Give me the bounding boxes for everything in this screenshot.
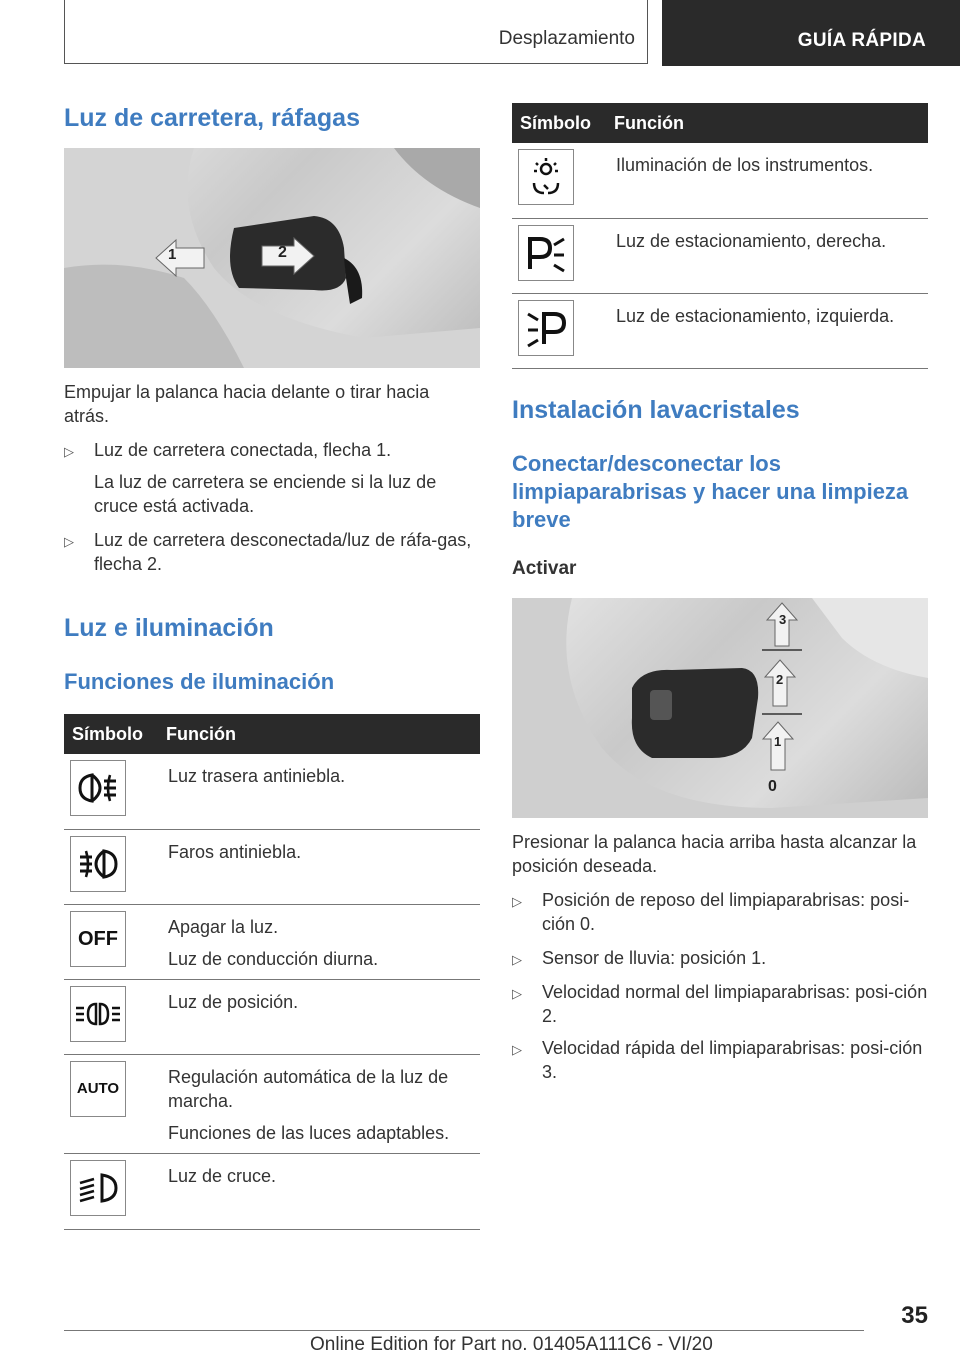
highbeam-bullet-1-detail: La luz de carretera se enciende si la luz de cruce está activada. — [94, 472, 437, 516]
parking-light-left-icon — [518, 300, 574, 356]
table-header-function: Función — [606, 103, 928, 143]
figure-label-position-3: 3 — [779, 612, 787, 627]
bullet-triangle-icon: ▷ — [512, 986, 522, 1001]
front-fog-light-icon — [70, 836, 126, 892]
bullet-triangle-icon: ▷ — [512, 952, 522, 967]
figure-label-position-2: 2 — [776, 672, 784, 687]
function-text: Luz de estacionamiento, izquierda. — [616, 305, 895, 326]
function-text: Faros antiniebla. — [168, 841, 302, 862]
figure-label-position-1: 1 — [774, 734, 782, 749]
bullet-triangle-icon: ▷ — [64, 534, 74, 549]
wiper-lever-figure — [512, 598, 928, 818]
low-beam-icon — [70, 1160, 126, 1216]
bullet-triangle-icon: ▷ — [64, 444, 74, 459]
guide-tab-label: GUÍA RÁPIDA — [797, 30, 926, 51]
lighting-subtitle: Funciones de iluminación — [64, 669, 335, 694]
function-text: Luz de conducción diurna. — [168, 948, 379, 969]
function-text: Luz de estacionamiento, derecha. — [616, 230, 887, 251]
wiper-activate-heading: Activar — [512, 558, 577, 579]
table-row — [64, 904, 480, 979]
page-header — [0, 0, 960, 66]
table-row — [64, 754, 480, 829]
function-text: Luz trasera antiniebla. — [168, 766, 346, 786]
table-header-symbol: Símbolo — [64, 714, 158, 754]
bullet-triangle-icon: ▷ — [512, 894, 522, 909]
table-row — [512, 218, 928, 293]
wiper-intro: Presionar la palanca hacia arriba hasta alcanzar la posición deseada. — [512, 832, 917, 876]
wiper-subtitle: Conectar/desconectar los limpiaparabrisas y hacer una limpieza breve — [512, 451, 909, 532]
rear-fog-light-icon — [70, 760, 126, 816]
lighting-functions-table — [64, 714, 480, 1230]
page-number: 35 — [901, 1302, 928, 1329]
parking-light-right-icon — [518, 225, 574, 281]
instrument-lighting-icon — [518, 149, 574, 205]
highbeam-intro: Empujar la palanca hacia delante o tirar hacia atrás. — [64, 382, 430, 426]
table-row — [512, 293, 928, 368]
bullet-triangle-icon: ▷ — [512, 1042, 522, 1057]
highbeam-title: Luz de carretera, ráfagas — [64, 104, 360, 132]
table-row — [64, 979, 480, 1054]
lighting-title: Luz e iluminación — [64, 614, 274, 642]
function-text: Iluminación de los instrumentos. — [616, 155, 874, 175]
highbeam-lever-illustration — [64, 148, 480, 368]
auto-icon: AUTO — [70, 1061, 126, 1117]
section-title: Desplazamiento — [498, 28, 635, 49]
function-text: Apagar la luz. — [168, 916, 279, 937]
position-light-icon — [70, 986, 126, 1042]
footer-edition: Online Edition for Part no. 01405A111C6 - VI/20 — [310, 1334, 713, 1355]
table-row — [64, 1153, 480, 1229]
function-text: Regulación automática de la luz de marcha. — [168, 1066, 449, 1111]
figure-label-arrow-1: 1 — [168, 246, 177, 263]
table-row — [512, 143, 928, 218]
function-text: Luz de posición. — [168, 991, 299, 1012]
table-row — [64, 829, 480, 904]
highbeam-lever-figure — [64, 148, 480, 368]
lighting-functions-table-continued — [512, 103, 928, 369]
section-header-box — [64, 0, 648, 64]
wiper-lever-illustration — [512, 598, 928, 818]
function-text: Luz de cruce. — [168, 1165, 277, 1186]
off-icon: OFF — [70, 911, 126, 967]
guide-tab — [662, 0, 960, 66]
footer-divider — [64, 1330, 864, 1331]
figure-label-position-0: 0 — [768, 778, 777, 795]
figure-label-arrow-2: 2 — [278, 244, 287, 261]
table-row — [64, 1054, 480, 1153]
wiper-title: Instalación lavacristales — [512, 396, 800, 424]
table-header-function: Función — [158, 714, 480, 754]
function-text: Funciones de las luces adaptables. — [168, 1122, 450, 1143]
table-header-symbol: Símbolo — [512, 103, 606, 143]
